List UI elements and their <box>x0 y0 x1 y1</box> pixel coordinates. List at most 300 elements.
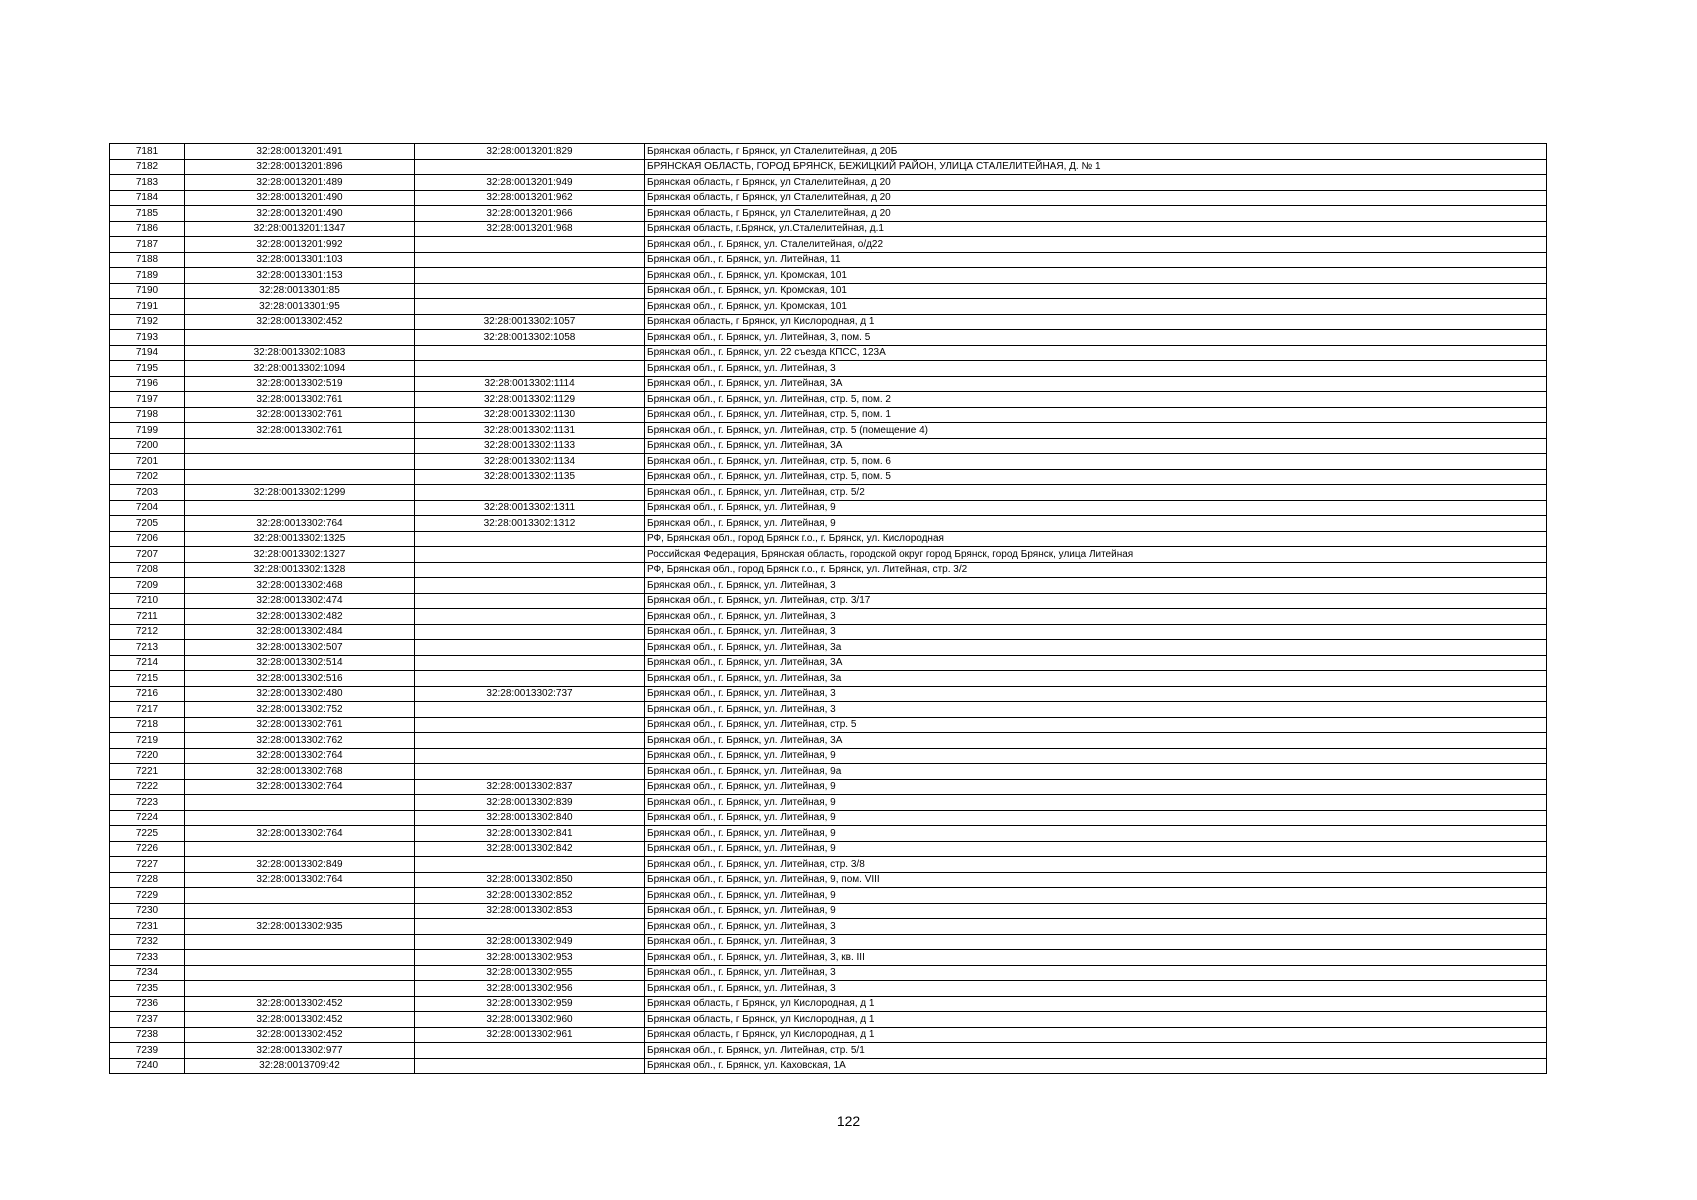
object-number-cell <box>415 857 645 873</box>
row-number-cell: 7214 <box>110 655 185 671</box>
parcel-number-cell: 32:28:0013302:452 <box>185 1027 415 1043</box>
table-row <box>110 144 1547 160</box>
address-cell: Брянская обл., г. Брянск, ул. Литейная, 3А <box>645 376 1547 392</box>
parcel-number-cell <box>185 500 415 516</box>
address-cell: Брянская обл., г. Брянск, ул. Литейная, 9 <box>645 826 1547 842</box>
table-row <box>110 919 1547 935</box>
table-row <box>110 826 1547 842</box>
table-row <box>110 237 1547 253</box>
row-number-cell: 7236 <box>110 996 185 1012</box>
address-cell: Брянская обл., г. Брянск, ул. Литейная, 3 <box>645 578 1547 594</box>
table-row <box>110 314 1547 330</box>
row-number-cell: 7208 <box>110 562 185 578</box>
parcel-number-cell: 32:28:0013709:42 <box>185 1058 415 1074</box>
table-row <box>110 640 1547 656</box>
table-row <box>110 981 1547 997</box>
object-number-cell: 32:28:0013302:852 <box>415 888 645 904</box>
object-number-cell <box>415 655 645 671</box>
object-number-cell <box>415 547 645 563</box>
address-cell: Брянская обл., г. Брянск, ул. Литейная, 9, пом. VIII <box>645 872 1547 888</box>
row-number-cell: 7218 <box>110 717 185 733</box>
address-cell: Брянская обл., г. Брянск, ул. Литейная, 3 <box>645 686 1547 702</box>
table-row <box>110 702 1547 718</box>
parcel-number-cell: 32:28:0013302:752 <box>185 702 415 718</box>
table-row <box>110 1027 1547 1043</box>
row-number-cell: 7225 <box>110 826 185 842</box>
address-cell: Брянская обл., г. Брянск, ул. Литейная, 9а <box>645 764 1547 780</box>
object-number-cell <box>415 159 645 175</box>
row-number-cell: 7211 <box>110 609 185 625</box>
address-cell: Брянская обл., г. Брянск, ул. Литейная, стр. 5 (помещение 4) <box>645 423 1547 439</box>
row-number-cell: 7194 <box>110 345 185 361</box>
table-row <box>110 748 1547 764</box>
row-number-cell: 7196 <box>110 376 185 392</box>
address-cell: Брянская обл., г. Брянск, ул. Литейная, 3 <box>645 981 1547 997</box>
registry-table <box>109 143 1547 1074</box>
address-cell: Брянская обл., г. Брянск, ул. Литейная, 9 <box>645 500 1547 516</box>
address-cell: Брянская обл., г. Брянск, ул. Литейная, стр. 5/2 <box>645 485 1547 501</box>
object-number-cell: 32:28:0013201:968 <box>415 221 645 237</box>
table-row <box>110 438 1547 454</box>
object-number-cell: 32:28:0013302:842 <box>415 841 645 857</box>
row-number-cell: 7191 <box>110 299 185 315</box>
object-number-cell: 32:28:0013302:1058 <box>415 330 645 346</box>
address-cell: Брянская обл., г. Брянск, ул. Сталелитейная, о/д22 <box>645 237 1547 253</box>
object-number-cell <box>415 748 645 764</box>
row-number-cell: 7204 <box>110 500 185 516</box>
table-row <box>110 175 1547 191</box>
table-row <box>110 206 1547 222</box>
address-cell: Брянская область, г Брянск, ул Кислородная, д 1 <box>645 996 1547 1012</box>
object-number-cell <box>415 624 645 640</box>
object-number-cell <box>415 671 645 687</box>
table-row <box>110 485 1547 501</box>
address-cell: Брянская обл., г. Брянск, ул. Литейная, 3 <box>645 919 1547 935</box>
object-number-cell: 32:28:0013302:955 <box>415 965 645 981</box>
table-row <box>110 376 1547 392</box>
parcel-number-cell: 32:28:0013302:764 <box>185 516 415 532</box>
parcel-number-cell: 32:28:0013302:1325 <box>185 531 415 547</box>
row-number-cell: 7182 <box>110 159 185 175</box>
object-number-cell: 32:28:0013302:1131 <box>415 423 645 439</box>
table-row <box>110 795 1547 811</box>
parcel-number-cell <box>185 934 415 950</box>
object-number-cell: 32:28:0013302:1312 <box>415 516 645 532</box>
table-row <box>110 1058 1547 1074</box>
parcel-number-cell <box>185 810 415 826</box>
object-number-cell: 32:28:0013302:959 <box>415 996 645 1012</box>
address-cell: РФ, Брянская обл., город Брянск г.о., г. Брянск, ул. Литейная, стр. 3/2 <box>645 562 1547 578</box>
parcel-number-cell: 32:28:0013302:474 <box>185 593 415 609</box>
row-number-cell: 7199 <box>110 423 185 439</box>
row-number-cell: 7193 <box>110 330 185 346</box>
object-number-cell <box>415 485 645 501</box>
row-number-cell: 7207 <box>110 547 185 563</box>
row-number-cell: 7209 <box>110 578 185 594</box>
table-row <box>110 950 1547 966</box>
table-row <box>110 469 1547 485</box>
address-cell: Брянская обл., г. Брянск, ул. Литейная, 3а <box>645 671 1547 687</box>
address-cell: Брянская обл., г. Брянск, ул. Литейная, 3, кв. III <box>645 950 1547 966</box>
row-number-cell: 7217 <box>110 702 185 718</box>
table-row <box>110 578 1547 594</box>
parcel-number-cell <box>185 330 415 346</box>
row-number-cell: 7221 <box>110 764 185 780</box>
row-number-cell: 7202 <box>110 469 185 485</box>
row-number-cell: 7195 <box>110 361 185 377</box>
parcel-number-cell: 32:28:0013302:452 <box>185 996 415 1012</box>
row-number-cell: 7237 <box>110 1012 185 1028</box>
address-cell: Брянская обл., г. Брянск, ул. 22 съезда КПСС, 123А <box>645 345 1547 361</box>
row-number-cell: 7234 <box>110 965 185 981</box>
row-number-cell: 7219 <box>110 733 185 749</box>
parcel-number-cell: 32:28:0013201:490 <box>185 190 415 206</box>
parcel-number-cell: 32:28:0013301:153 <box>185 268 415 284</box>
row-number-cell: 7213 <box>110 640 185 656</box>
table-row <box>110 764 1547 780</box>
row-number-cell: 7228 <box>110 872 185 888</box>
row-number-cell: 7240 <box>110 1058 185 1074</box>
table-row <box>110 159 1547 175</box>
row-number-cell: 7183 <box>110 175 185 191</box>
table-row <box>110 655 1547 671</box>
parcel-number-cell: 32:28:0013302:452 <box>185 1012 415 1028</box>
parcel-number-cell: 32:28:0013302:849 <box>185 857 415 873</box>
row-number-cell: 7215 <box>110 671 185 687</box>
parcel-number-cell: 32:28:0013201:489 <box>185 175 415 191</box>
row-number-cell: 7206 <box>110 531 185 547</box>
parcel-number-cell <box>185 795 415 811</box>
row-number-cell: 7232 <box>110 934 185 950</box>
parcel-number-cell: 32:28:0013302:468 <box>185 578 415 594</box>
object-number-cell <box>415 237 645 253</box>
parcel-number-cell: 32:28:0013302:761 <box>185 717 415 733</box>
table-row <box>110 283 1547 299</box>
address-cell: Брянская обл., г. Брянск, ул. Литейная, стр. 5/1 <box>645 1043 1547 1059</box>
table-row <box>110 671 1547 687</box>
parcel-number-cell: 32:28:0013302:484 <box>185 624 415 640</box>
address-cell: Брянская обл., г. Брянск, ул. Кромская, 101 <box>645 283 1547 299</box>
table-row <box>110 190 1547 206</box>
table-row <box>110 500 1547 516</box>
parcel-number-cell <box>185 888 415 904</box>
table-row <box>110 872 1547 888</box>
address-cell: РФ, Брянская обл., город Брянск г.о., г. Брянск, ул. Кислородная <box>645 531 1547 547</box>
parcel-number-cell: 32:28:0013302:507 <box>185 640 415 656</box>
table-row <box>110 624 1547 640</box>
object-number-cell: 32:28:0013302:1114 <box>415 376 645 392</box>
address-cell: Брянская обл., г. Брянск, ул. Литейная, 3А <box>645 733 1547 749</box>
object-number-cell <box>415 578 645 594</box>
row-number-cell: 7188 <box>110 252 185 268</box>
address-cell: Брянская обл., г. Брянск, ул. Кромская, 101 <box>645 268 1547 284</box>
table-row <box>110 407 1547 423</box>
row-number-cell: 7197 <box>110 392 185 408</box>
parcel-number-cell: 32:28:0013302:762 <box>185 733 415 749</box>
parcel-number-cell: 32:28:0013302:1094 <box>185 361 415 377</box>
parcel-number-cell <box>185 841 415 857</box>
address-cell: Брянская обл., г. Брянск, ул. Литейная, 9 <box>645 841 1547 857</box>
address-cell: Брянская обл., г. Брянск, ул. Литейная, стр. 5, пом. 6 <box>645 454 1547 470</box>
address-cell: Брянская обл., г. Брянск, ул. Литейная, 3 <box>645 965 1547 981</box>
table-row <box>110 841 1547 857</box>
address-cell: Брянская обл., г. Брянск, ул. Литейная, 9 <box>645 888 1547 904</box>
table-row <box>110 221 1547 237</box>
object-number-cell <box>415 764 645 780</box>
object-number-cell <box>415 733 645 749</box>
table-row <box>110 996 1547 1012</box>
table-row <box>110 903 1547 919</box>
table-row <box>110 562 1547 578</box>
object-number-cell: 32:28:0013302:1130 <box>415 407 645 423</box>
row-number-cell: 7203 <box>110 485 185 501</box>
object-number-cell: 32:28:0013302:737 <box>415 686 645 702</box>
table-row <box>110 547 1547 563</box>
address-cell: Брянская обл., г. Брянск, ул. Литейная, стр. 5, пом. 5 <box>645 469 1547 485</box>
object-number-cell <box>415 268 645 284</box>
address-cell: Брянская обл., г. Брянск, ул. Литейная, 3, пом. 5 <box>645 330 1547 346</box>
table-row <box>110 361 1547 377</box>
parcel-number-cell: 32:28:0013302:480 <box>185 686 415 702</box>
row-number-cell: 7185 <box>110 206 185 222</box>
table-row <box>110 888 1547 904</box>
table-row <box>110 392 1547 408</box>
row-number-cell: 7190 <box>110 283 185 299</box>
parcel-number-cell: 32:28:0013302:761 <box>185 392 415 408</box>
object-number-cell: 32:28:0013302:1057 <box>415 314 645 330</box>
parcel-number-cell: 32:28:0013302:764 <box>185 748 415 764</box>
address-cell: Брянская обл., г. Брянск, ул. Литейная, стр. 3/17 <box>645 593 1547 609</box>
object-number-cell <box>415 717 645 733</box>
row-number-cell: 7212 <box>110 624 185 640</box>
table-row <box>110 423 1547 439</box>
address-cell: Брянская обл., г. Брянск, ул. Литейная, 9 <box>645 516 1547 532</box>
address-cell: Брянская обл., г. Брянск, ул. Литейная, 9 <box>645 795 1547 811</box>
parcel-number-cell <box>185 903 415 919</box>
table-row <box>110 609 1547 625</box>
row-number-cell: 7184 <box>110 190 185 206</box>
row-number-cell: 7216 <box>110 686 185 702</box>
table-row <box>110 779 1547 795</box>
object-number-cell <box>415 345 645 361</box>
row-number-cell: 7181 <box>110 144 185 160</box>
row-number-cell: 7186 <box>110 221 185 237</box>
row-number-cell: 7210 <box>110 593 185 609</box>
address-cell: Брянская обл., г. Брянск, ул. Литейная, стр. 5, пом. 2 <box>645 392 1547 408</box>
row-number-cell: 7187 <box>110 237 185 253</box>
object-number-cell: 32:28:0013302:1134 <box>415 454 645 470</box>
parcel-number-cell <box>185 981 415 997</box>
object-number-cell: 32:28:0013201:829 <box>415 144 645 160</box>
row-number-cell: 7226 <box>110 841 185 857</box>
address-cell: Брянская обл., г. Брянск, ул. Литейная, 3 <box>645 609 1547 625</box>
parcel-number-cell: 32:28:0013302:764 <box>185 779 415 795</box>
row-number-cell: 7192 <box>110 314 185 330</box>
parcel-number-cell <box>185 454 415 470</box>
table-row <box>110 299 1547 315</box>
row-number-cell: 7220 <box>110 748 185 764</box>
parcel-number-cell <box>185 950 415 966</box>
address-cell: Брянская обл., г. Брянск, ул. Литейная, 11 <box>645 252 1547 268</box>
address-cell: Брянская обл., г. Брянск, ул. Литейная, 3 <box>645 702 1547 718</box>
parcel-number-cell <box>185 438 415 454</box>
address-cell: Брянская область, г Брянск, ул Сталелитейная, д 20Б <box>645 144 1547 160</box>
table-row <box>110 268 1547 284</box>
object-number-cell: 32:28:0013302:839 <box>415 795 645 811</box>
object-number-cell <box>415 1043 645 1059</box>
row-number-cell: 7235 <box>110 981 185 997</box>
row-number-cell: 7238 <box>110 1027 185 1043</box>
object-number-cell <box>415 562 645 578</box>
parcel-number-cell: 32:28:0013302:519 <box>185 376 415 392</box>
parcel-number-cell: 32:28:0013302:761 <box>185 423 415 439</box>
address-cell: Брянская обл., г. Брянск, ул. Литейная, стр. 3/8 <box>645 857 1547 873</box>
row-number-cell: 7231 <box>110 919 185 935</box>
object-number-cell: 32:28:0013302:1135 <box>415 469 645 485</box>
registry-table-body <box>110 144 1547 1074</box>
address-cell: Брянская обл., г. Брянск, ул. Литейная, стр. 5 <box>645 717 1547 733</box>
table-row <box>110 330 1547 346</box>
address-cell: Брянская обл., г. Брянск, ул. Каховская, 1А <box>645 1058 1547 1074</box>
object-number-cell <box>415 919 645 935</box>
address-cell: Брянская обл., г. Брянск, ул. Литейная, 3А <box>645 655 1547 671</box>
table-row <box>110 965 1547 981</box>
table-row <box>110 857 1547 873</box>
address-cell: Брянская обл., г. Брянск, ул. Литейная, 9 <box>645 903 1547 919</box>
row-number-cell: 7189 <box>110 268 185 284</box>
address-cell: Брянская область, г Брянск, ул Сталелитейная, д 20 <box>645 175 1547 191</box>
row-number-cell: 7198 <box>110 407 185 423</box>
address-cell: Брянская область, г.Брянск, ул.Сталелитейная, д.1 <box>645 221 1547 237</box>
object-number-cell: 32:28:0013302:853 <box>415 903 645 919</box>
parcel-number-cell: 32:28:0013302:516 <box>185 671 415 687</box>
row-number-cell: 7223 <box>110 795 185 811</box>
parcel-number-cell: 32:28:0013302:764 <box>185 826 415 842</box>
object-number-cell <box>415 593 645 609</box>
parcel-number-cell <box>185 965 415 981</box>
row-number-cell: 7229 <box>110 888 185 904</box>
object-number-cell: 32:28:0013302:850 <box>415 872 645 888</box>
parcel-number-cell <box>185 469 415 485</box>
parcel-number-cell: 32:28:0013201:490 <box>185 206 415 222</box>
address-cell: Брянская обл., г. Брянск, ул. Литейная, 9 <box>645 810 1547 826</box>
address-cell: Брянская обл., г. Брянск, ул. Литейная, 9 <box>645 779 1547 795</box>
parcel-number-cell: 32:28:0013201:896 <box>185 159 415 175</box>
row-number-cell: 7205 <box>110 516 185 532</box>
parcel-number-cell: 32:28:0013201:992 <box>185 237 415 253</box>
object-number-cell: 32:28:0013302:837 <box>415 779 645 795</box>
parcel-number-cell: 32:28:0013302:761 <box>185 407 415 423</box>
address-cell: Брянская область, г Брянск, ул Кислородная, д 1 <box>645 1027 1547 1043</box>
parcel-number-cell: 32:28:0013301:103 <box>185 252 415 268</box>
parcel-number-cell: 32:28:0013302:977 <box>185 1043 415 1059</box>
parcel-number-cell: 32:28:0013302:452 <box>185 314 415 330</box>
row-number-cell: 7230 <box>110 903 185 919</box>
parcel-number-cell: 32:28:0013201:491 <box>185 144 415 160</box>
table-row <box>110 516 1547 532</box>
table-row <box>110 531 1547 547</box>
table-row <box>110 252 1547 268</box>
parcel-number-cell: 32:28:0013302:1083 <box>185 345 415 361</box>
address-cell: Брянская обл., г. Брянск, ул. Литейная, стр. 5, пом. 1 <box>645 407 1547 423</box>
address-cell: Российская Федерация, Брянская область, городской округ город Брянск, город Брянск, улица Литейная <box>645 547 1547 563</box>
parcel-number-cell: 32:28:0013302:1328 <box>185 562 415 578</box>
object-number-cell: 32:28:0013302:949 <box>415 934 645 950</box>
row-number-cell: 7227 <box>110 857 185 873</box>
address-cell: Брянская обл., г. Брянск, ул. Литейная, 3 <box>645 361 1547 377</box>
object-number-cell <box>415 361 645 377</box>
parcel-number-cell: 32:28:0013302:514 <box>185 655 415 671</box>
address-cell: Брянская обл., г. Брянск, ул. Литейная, 3А <box>645 438 1547 454</box>
object-number-cell: 32:28:0013302:840 <box>415 810 645 826</box>
object-number-cell: 32:28:0013201:962 <box>415 190 645 206</box>
table-row <box>110 733 1547 749</box>
table-row <box>110 810 1547 826</box>
object-number-cell <box>415 640 645 656</box>
object-number-cell <box>415 283 645 299</box>
address-cell: Брянская область, г Брянск, ул Сталелитейная, д 20 <box>645 190 1547 206</box>
row-number-cell: 7200 <box>110 438 185 454</box>
row-number-cell: 7222 <box>110 779 185 795</box>
object-number-cell: 32:28:0013302:956 <box>415 981 645 997</box>
object-number-cell <box>415 252 645 268</box>
table-row <box>110 717 1547 733</box>
parcel-number-cell: 32:28:0013302:482 <box>185 609 415 625</box>
address-cell: Брянская обл., г. Брянск, ул. Литейная, 9 <box>645 748 1547 764</box>
object-number-cell: 32:28:0013302:953 <box>415 950 645 966</box>
address-cell: Брянская обл., г. Брянск, ул. Литейная, 3а <box>645 640 1547 656</box>
row-number-cell: 7224 <box>110 810 185 826</box>
object-number-cell: 32:28:0013201:949 <box>415 175 645 191</box>
object-number-cell <box>415 702 645 718</box>
row-number-cell: 7233 <box>110 950 185 966</box>
object-number-cell <box>415 531 645 547</box>
parcel-number-cell: 32:28:0013302:764 <box>185 872 415 888</box>
address-cell: Брянская обл., г. Брянск, ул. Кромская, 101 <box>645 299 1547 315</box>
address-cell: БРЯНСКАЯ ОБЛАСТЬ, ГОРОД БРЯНСК, БЕЖИЦКИЙ РАЙОН, УЛИЦА СТАЛЕЛИТЕЙНАЯ, Д. № 1 <box>645 159 1547 175</box>
object-number-cell: 32:28:0013302:1129 <box>415 392 645 408</box>
address-cell: Брянская обл., г. Брянск, ул. Литейная, 3 <box>645 624 1547 640</box>
table-row <box>110 454 1547 470</box>
address-cell: Брянская область, г Брянск, ул Кислородная, д 1 <box>645 1012 1547 1028</box>
table-row <box>110 345 1547 361</box>
parcel-number-cell: 32:28:0013302:1327 <box>185 547 415 563</box>
address-cell: Брянская обл., г. Брянск, ул. Литейная, 3 <box>645 934 1547 950</box>
parcel-number-cell: 32:28:0013301:85 <box>185 283 415 299</box>
address-cell: Брянская область, г Брянск, ул Сталелитейная, д 20 <box>645 206 1547 222</box>
parcel-number-cell: 32:28:0013302:935 <box>185 919 415 935</box>
object-number-cell <box>415 1058 645 1074</box>
object-number-cell: 32:28:0013302:961 <box>415 1027 645 1043</box>
table-row <box>110 686 1547 702</box>
parcel-number-cell: 32:28:0013201:1347 <box>185 221 415 237</box>
row-number-cell: 7239 <box>110 1043 185 1059</box>
table-row <box>110 1043 1547 1059</box>
parcel-number-cell: 32:28:0013302:768 <box>185 764 415 780</box>
table-row <box>110 1012 1547 1028</box>
parcel-number-cell: 32:28:0013301:95 <box>185 299 415 315</box>
object-number-cell: 32:28:0013302:960 <box>415 1012 645 1028</box>
object-number-cell: 32:28:0013302:1133 <box>415 438 645 454</box>
parcel-number-cell: 32:28:0013302:1299 <box>185 485 415 501</box>
object-number-cell: 32:28:0013201:966 <box>415 206 645 222</box>
page-number: 122 <box>836 1113 861 1129</box>
row-number-cell: 7201 <box>110 454 185 470</box>
table-row <box>110 593 1547 609</box>
table-row <box>110 934 1547 950</box>
object-number-cell <box>415 609 645 625</box>
object-number-cell <box>415 299 645 315</box>
